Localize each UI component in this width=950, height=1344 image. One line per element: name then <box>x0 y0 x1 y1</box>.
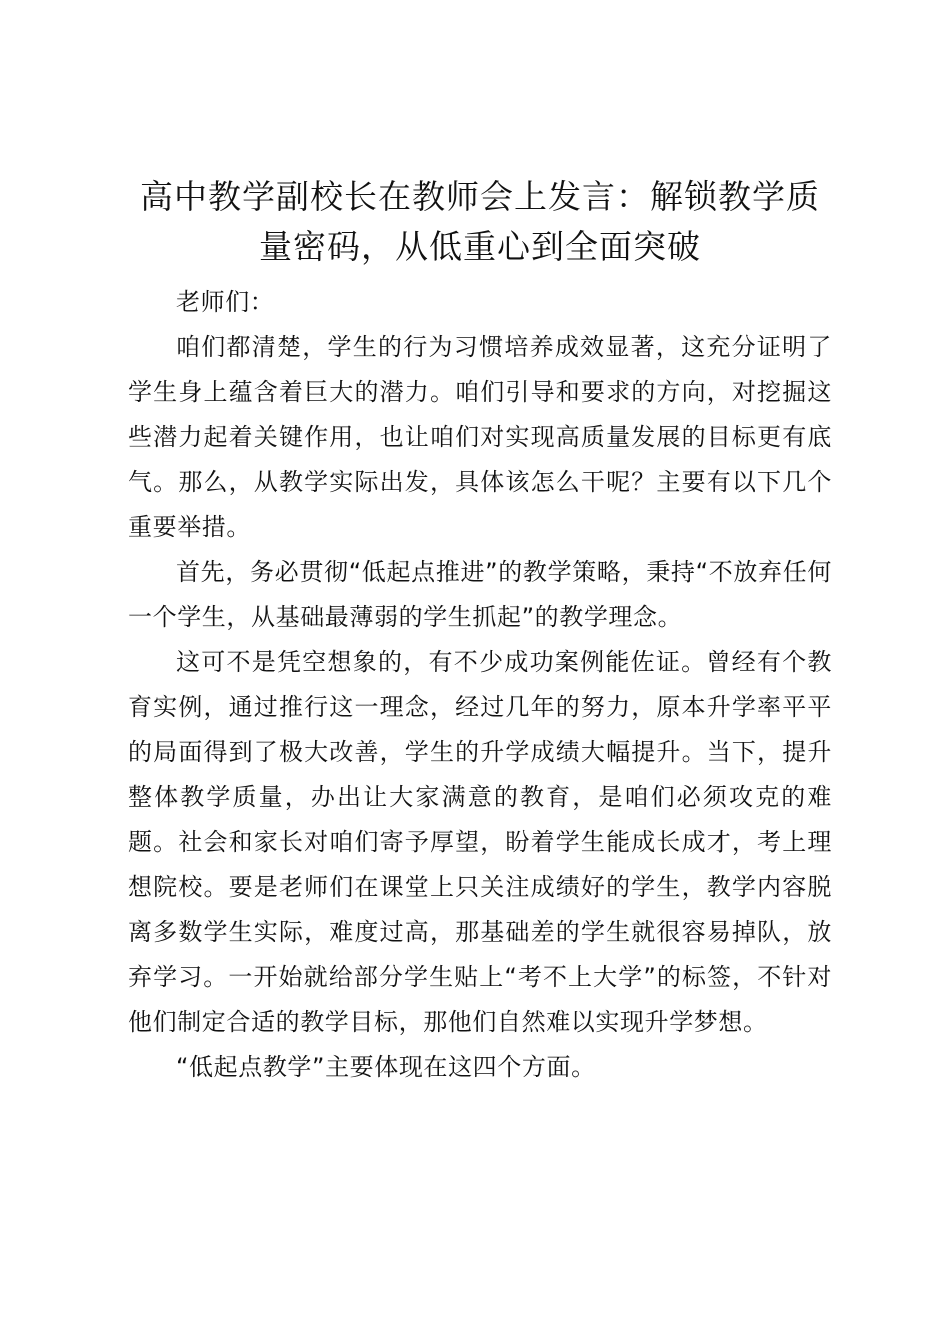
paragraph-salutation: 老师们： <box>176 288 275 316</box>
document-page <box>128 172 832 1090</box>
paragraph: 这可不是凭空想象的，有不少成功案例能佐证。曾经有个教育实例，通过推行这一理念，经过几年的努力，原本升学率平平的局面得到了极大改善，学生的升学成绩大幅提升。当下，提升整体教学质量，办出让大家满意的教育，是咱们必须攻克的难题。社会和家长对咱们寄予厚望，盼着学生能成长成才，考上理想院校。要是老师们在课堂上只关注成绩好的学生，教学内容脱离多数学生实际，难度过高，那基础差的学生就很容易掉队，放弃学习。一开始就给部分学生贴上“考不上大学”的标签，不针对他们制定合适的教学目标，那他们自然难以实现升学梦想。 <box>128 648 832 1036</box>
paragraph: 首先，务必贯彻“低起点推进”的教学策略，秉持“不放弃任何一个学生，从基础最薄弱的学生抓起”的教学理念。 <box>128 558 832 631</box>
document-title: 高中教学副校长在教师会上发言：解锁教学质量密码，从低重心到全面突破 <box>140 177 820 266</box>
document-body <box>128 280 832 1090</box>
paragraph: 咱们都清楚，学生的行为习惯培养成效显著，这充分证明了学生身上蕴含着巨大的潜力。咱们引导和要求的方向，对挖掘这些潜力起着关键作用，也让咱们对实现高质量发展的目标更有底气。那么，从教学实际出发，具体该怎么干呢？主要有以下几个重要举措。 <box>128 333 832 541</box>
paragraph: “低起点教学”主要体现在这四个方面。 <box>176 1053 596 1081</box>
